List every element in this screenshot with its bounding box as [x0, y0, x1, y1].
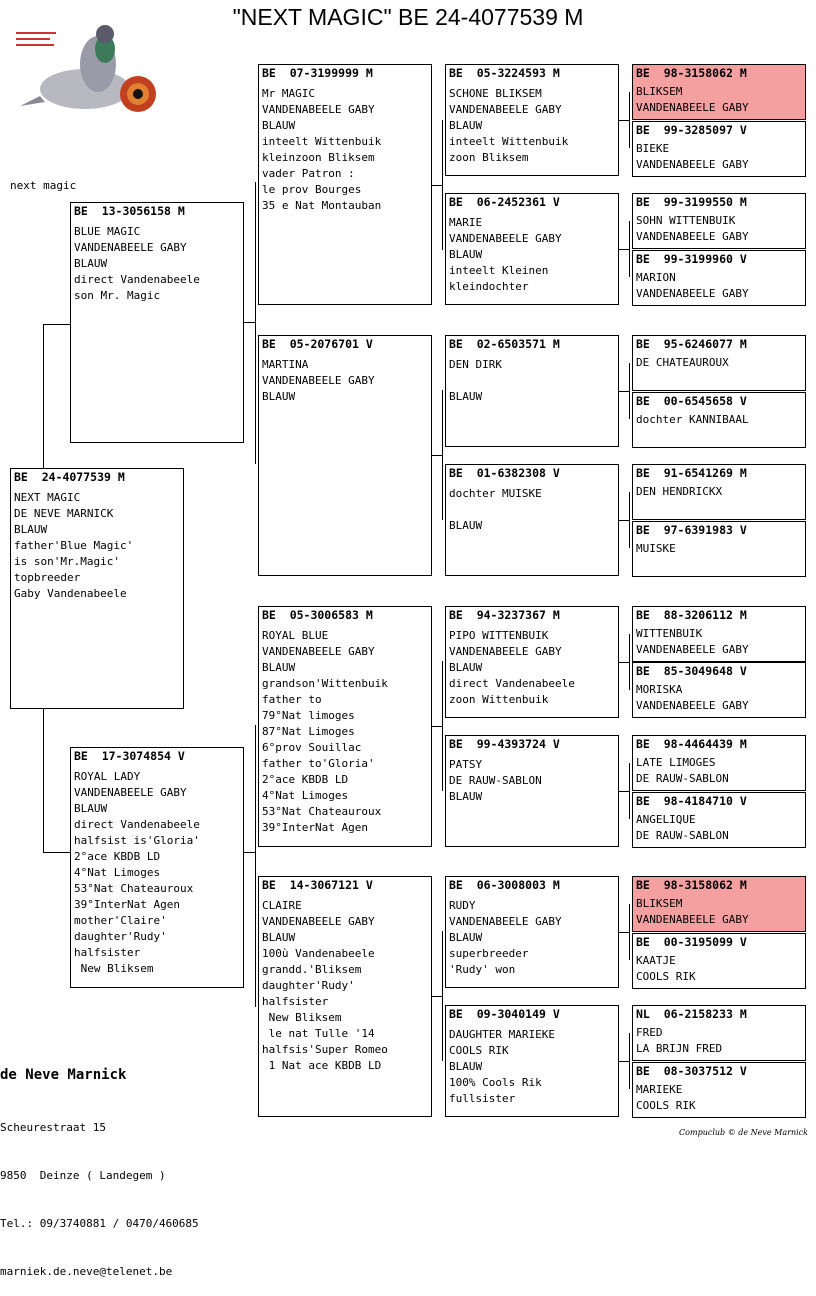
- pedigree-line: VANDENABEELE GABY: [262, 645, 375, 658]
- connector: [431, 726, 442, 727]
- pedigree-line: COOLS RIK: [636, 1099, 696, 1112]
- owner-street: Scheurestraat 15: [0, 1121, 106, 1134]
- pedigree-line: VANDENABEELE GABY: [636, 643, 749, 656]
- footer-credit: Compuclub © de Neve Marnick: [679, 1128, 808, 1137]
- ring-number: NL 06-2158233 M: [636, 1007, 747, 1021]
- connector: [442, 661, 443, 791]
- pedigree-line: FRED: [636, 1026, 663, 1039]
- ancestor-card: [632, 792, 806, 848]
- pedigree-line: halfsist is'Gloria': [74, 834, 200, 847]
- great-grandparent-card: [445, 464, 619, 576]
- pedigree-line: grandson'Wittenbuik: [262, 677, 388, 690]
- great-grandparent-card: [445, 64, 619, 176]
- ancestor-card: [632, 335, 806, 391]
- connector: [243, 322, 255, 323]
- pedigree-line: le prov Bourges: [262, 183, 362, 196]
- pedigree-line: inteelt Wittenbuik: [262, 135, 382, 148]
- connector: [629, 221, 630, 277]
- pedigree-line: Gaby Vandenabeele: [14, 587, 127, 600]
- pedigree-line: VANDENABEELE GABY: [449, 915, 562, 928]
- pedigree-line: mother'Claire': [74, 914, 167, 927]
- ancestor-card-highlighted: [632, 876, 806, 932]
- pedigree-line: VANDENABEELE GABY: [636, 287, 749, 300]
- pedigree-line: BLAUW: [262, 661, 296, 674]
- ring-number: BE 08-3037512 V: [636, 1064, 747, 1078]
- pedigree-line: MARTINA: [262, 358, 309, 371]
- ring-number: BE 98-3158062 M: [636, 66, 747, 80]
- ancestor-card: [632, 662, 806, 718]
- pedigree-line: direct Vandenabeele: [449, 677, 575, 690]
- ancestor-card-highlighted: [632, 64, 806, 120]
- pedigree-line: 53°Nat Chateauroux: [74, 882, 194, 895]
- pedigree-line: VANDENABEELE GABY: [262, 103, 375, 116]
- connector: [629, 92, 630, 148]
- great-grandparent-card: [445, 335, 619, 447]
- ring-number: BE 99-4393724 V: [449, 737, 560, 751]
- pedigree-line: SOHN WITTENBUIK: [636, 214, 736, 227]
- pedigree-line: BLAUW: [262, 931, 296, 944]
- pedigree-line: BLAUW: [262, 119, 296, 132]
- pedigree-line: kleindochter: [449, 280, 529, 293]
- owner-email: marniek.de.neve@telenet.be: [0, 1265, 173, 1278]
- connector: [431, 185, 442, 186]
- pedigree-line: VANDENABEELE GABY: [636, 699, 749, 712]
- pedigree-line: son Mr. Magic: [74, 289, 161, 302]
- pedigree-line: [449, 502, 615, 518]
- ring-number: BE 00-6545658 V: [636, 394, 747, 408]
- grandparent-card: [258, 876, 432, 1117]
- ring-number: BE 88-3206112 M: [636, 608, 747, 622]
- pedigree-line: BLAUW: [449, 790, 483, 803]
- pedigree-line: 53°Nat Chateauroux: [262, 805, 382, 818]
- pedigree-line: BLAUW: [14, 523, 48, 536]
- ring-number: BE 99-3285097 V: [636, 123, 747, 137]
- ancestor-card: [632, 250, 806, 306]
- connector: [618, 1061, 629, 1062]
- pedigree-line: [449, 373, 615, 389]
- grandparent-card: [258, 335, 432, 576]
- pedigree-line: zoon Bliksem: [449, 151, 529, 164]
- pedigree-line: BLAUW: [262, 390, 296, 403]
- pedigree-line: VANDENABEELE GABY: [636, 158, 749, 171]
- ancestor-card: [632, 464, 806, 520]
- pedigree-line: 1 Nat ace KBDB LD: [262, 1059, 382, 1072]
- pigeon-eye-logo: [10, 14, 160, 129]
- pedigree-line: 4°Nat Limoges: [262, 789, 349, 802]
- pedigree-line: VANDENABEELE GABY: [74, 241, 187, 254]
- ring-number: BE 05-2076701 V: [262, 337, 373, 351]
- pedigree-line: DE RAUW-SABLON: [636, 829, 729, 842]
- pedigree-line: dochter MUISKE: [449, 487, 542, 500]
- connector: [442, 390, 443, 520]
- pedigree-line: le nat Tulle '14: [262, 1027, 375, 1040]
- connector: [43, 852, 70, 853]
- grandparent-card: [258, 64, 432, 305]
- connector: [618, 932, 629, 933]
- pedigree-line: kleinzoon Bliksem: [262, 151, 375, 164]
- connector: [442, 120, 443, 250]
- ring-number: BE 01-6382308 V: [449, 466, 560, 480]
- ring-number: BE 07-3199999 M: [262, 66, 373, 80]
- connector: [43, 708, 44, 853]
- pedigree-line: VANDENABEELE GABY: [636, 101, 749, 114]
- pedigree-line: 2°ace KBDB LD: [262, 773, 349, 786]
- pedigree-line: DE RAUW-SABLON: [449, 774, 542, 787]
- pedigree-line: VANDENABEELE GABY: [449, 232, 562, 245]
- pedigree-line: COOLS RIK: [449, 1044, 509, 1057]
- pedigree-line: RUDY: [449, 899, 476, 912]
- pedigree-line: inteelt Wittenbuik: [449, 135, 569, 148]
- pedigree-line: is son'Mr.Magic': [14, 555, 120, 568]
- pedigree-line: MUISKE: [636, 542, 676, 555]
- ring-number: BE 02-6503571 M: [449, 337, 560, 351]
- connector: [629, 492, 630, 548]
- pedigree-line: COOLS RIK: [636, 970, 696, 983]
- pedigree-line: BLAUW: [449, 390, 483, 403]
- pedigree-line: VANDENABEELE GABY: [262, 915, 375, 928]
- pedigree-line: father to: [262, 693, 322, 706]
- pedigree-line: direct Vandenabeele: [74, 273, 200, 286]
- pedigree-line: halfsister: [262, 995, 329, 1008]
- connector: [629, 763, 630, 819]
- ring-number: BE 14-3067121 V: [262, 878, 373, 892]
- dam-card: [70, 747, 244, 988]
- ring-number: BE 85-3049648 V: [636, 664, 747, 678]
- pedigree-line: BLAUW: [449, 519, 483, 532]
- connector: [618, 520, 629, 521]
- connector: [629, 904, 630, 960]
- owner-phone: Tel.: 09/3740881 / 0470/460685: [0, 1217, 199, 1230]
- connector: [43, 324, 44, 469]
- connector: [243, 852, 255, 853]
- sire-card: [70, 202, 244, 443]
- pedigree-line: BLAUW: [449, 1060, 483, 1073]
- ring-number: BE 99-3199550 M: [636, 195, 747, 209]
- connector: [629, 634, 630, 690]
- pedigree-line: LA BRIJN FRED: [636, 1042, 723, 1055]
- pedigree-line: MORISKA: [636, 683, 683, 696]
- pedigree-line: BLAUW: [449, 931, 483, 944]
- ancestor-card: [632, 735, 806, 791]
- grandparent-card: [258, 606, 432, 847]
- pedigree-line: superbreeder: [449, 947, 529, 960]
- pedigree-line: daughter'Rudy': [262, 979, 355, 992]
- pedigree-line: VANDENABEELE GABY: [636, 230, 749, 243]
- pedigree-line: 39°InterNat Agen: [74, 898, 180, 911]
- pedigree-line: DE NEVE MARNICK: [14, 507, 114, 520]
- pedigree-line: inteelt Kleinen: [449, 264, 549, 277]
- subject-card: [10, 468, 184, 709]
- pedigree-line: daughter'Rudy': [74, 930, 167, 943]
- pedigree-line: New Bliksem: [262, 1011, 342, 1024]
- pedigree-line: ROYAL BLUE: [262, 629, 329, 642]
- pedigree-line: 35 e Nat Montauban: [262, 199, 382, 212]
- pedigree-line: 100ù Vandenabeele: [262, 947, 375, 960]
- pedigree-line: SCHONE BLIKSEM: [449, 87, 542, 100]
- pedigree-line: VANDENABEELE GABY: [74, 786, 187, 799]
- connector: [255, 725, 256, 1007]
- connector: [618, 391, 629, 392]
- ring-number: BE 05-3224593 M: [449, 66, 560, 80]
- pedigree-line: halfsis'Super Romeo: [262, 1043, 388, 1056]
- pedigree-line: vader Patron :: [262, 167, 355, 180]
- pedigree-line: DE RAUW-SABLON: [636, 772, 729, 785]
- ancestor-card: [632, 1062, 806, 1118]
- pedigree-line: KAATJE: [636, 954, 676, 967]
- pedigree-line: BLAUW: [74, 802, 108, 815]
- pedigree-line: grandd.'Bliksem: [262, 963, 362, 976]
- pedigree-line: MARION: [636, 271, 676, 284]
- ring-number: BE 06-2452361 V: [449, 195, 560, 209]
- pedigree-line: ANGELIQUE: [636, 813, 696, 826]
- ring-number: BE 97-6391983 V: [636, 523, 747, 537]
- pedigree-line: DAUGHTER MARIEKE: [449, 1028, 555, 1041]
- pedigree-line: 6°prov Souillac: [262, 741, 362, 754]
- pedigree-line: VANDENABEELE GABY: [262, 374, 375, 387]
- connector: [618, 662, 629, 663]
- ring-number: BE 17-3074854 V: [74, 749, 185, 763]
- owner-name: de Neve Marnick: [0, 1067, 127, 1083]
- ancestor-card: [632, 933, 806, 989]
- pedigree-line: New Bliksem: [74, 962, 154, 975]
- connector: [43, 324, 70, 325]
- pedigree-line: 100% Cools Rik: [449, 1076, 542, 1089]
- ancestor-card: [632, 521, 806, 577]
- ancestor-card: [632, 121, 806, 177]
- great-grandparent-card: [445, 193, 619, 305]
- pedigree-line: BLIKSEM: [636, 897, 683, 910]
- pedigree-line: zoon Wittenbuik: [449, 693, 549, 706]
- ring-number: BE 95-6246077 M: [636, 337, 747, 351]
- pedigree-line: MARIE: [449, 216, 483, 229]
- pedigree-line: fullsister: [449, 1092, 516, 1105]
- pedigree-line: BLAUW: [449, 119, 483, 132]
- pedigree-line: 87°Nat Limoges: [262, 725, 355, 738]
- ring-number: BE 94-3237367 M: [449, 608, 560, 622]
- owner-city: 9850 Deinze ( Landegem ): [0, 1169, 166, 1182]
- pedigree-line: PIPO WITTENBUIK: [449, 629, 549, 642]
- pedigree-line: DEN DIRK: [449, 358, 502, 371]
- ring-number: BE 98-3158062 M: [636, 878, 747, 892]
- pedigree-line: BLAUW: [449, 661, 483, 674]
- ancestor-card: [632, 193, 806, 249]
- pedigree-line: Mr MAGIC: [262, 87, 315, 100]
- ring-number: BE 98-4184710 V: [636, 794, 747, 808]
- ring-number: BE 13-3056158 M: [74, 204, 185, 218]
- pedigree-line: topbreeder: [14, 571, 81, 584]
- page-title: "NEXT MAGIC" BE 24-4077539 M: [232, 4, 584, 30]
- pedigree-line: BIEKE: [636, 142, 670, 155]
- ring-number: BE 91-6541269 M: [636, 466, 747, 480]
- ring-number: BE 09-3040149 V: [449, 1007, 560, 1021]
- ancestor-card: [632, 606, 806, 662]
- pedigree-line: VANDENABEELE GABY: [449, 645, 562, 658]
- connector: [431, 996, 442, 997]
- connector: [618, 120, 629, 121]
- ancestor-card: [632, 1005, 806, 1061]
- pedigree-line: father to'Gloria': [262, 757, 375, 770]
- pedigree-line: BLAUW: [449, 248, 483, 261]
- great-grandparent-card: [445, 1005, 619, 1117]
- pedigree-line: LATE LIMOGES: [636, 756, 716, 769]
- pedigree-line: halfsister: [74, 946, 141, 959]
- pedigree-line: BLAUW: [74, 257, 108, 270]
- connector: [431, 455, 442, 456]
- pedigree-line: BLIKSEM: [636, 85, 683, 98]
- ring-number: BE 99-3199960 V: [636, 252, 747, 266]
- ring-number: BE 24-4077539 M: [14, 470, 125, 484]
- pedigree-line: 'Rudy' won: [449, 963, 516, 976]
- pedigree-line: NEXT MAGIC: [14, 491, 81, 504]
- pedigree-line: CLAIRE: [262, 899, 302, 912]
- great-grandparent-card: [445, 735, 619, 847]
- pedigree-line: MARIEKE: [636, 1083, 683, 1096]
- great-grandparent-card: [445, 876, 619, 988]
- connector: [618, 249, 629, 250]
- ring-number: BE 05-3006583 M: [262, 608, 373, 622]
- connector: [618, 791, 629, 792]
- top-label: next magic: [10, 179, 77, 192]
- connector: [629, 1033, 630, 1089]
- ring-number: BE 00-3195099 V: [636, 935, 747, 949]
- pedigree-line: VANDENABEELE GABY: [636, 913, 749, 926]
- connector: [442, 931, 443, 1061]
- pedigree-line: PATSY: [449, 758, 483, 771]
- pedigree-line: VANDENABEELE GABY: [449, 103, 562, 116]
- pedigree-line: 2°ace KBDB LD: [74, 850, 161, 863]
- pedigree-line: DE CHATEAUROUX: [636, 356, 729, 369]
- pedigree-line: dochter KANNIBAAL: [636, 413, 749, 426]
- connector: [255, 182, 256, 464]
- pedigree-line: direct Vandenabeele: [74, 818, 200, 831]
- pedigree-line: BLUE MAGIC: [74, 225, 141, 238]
- ring-number: BE 98-4464439 M: [636, 737, 747, 751]
- ancestor-card: [632, 392, 806, 448]
- pedigree-line: 39°InterNat Agen: [262, 821, 368, 834]
- pedigree-line: 79°Nat limoges: [262, 709, 355, 722]
- pedigree-line: DEN HENDRICKX: [636, 485, 723, 498]
- connector: [629, 363, 630, 419]
- pedigree-line: WITTENBUIK: [636, 627, 703, 640]
- pedigree-line: father'Blue Magic': [14, 539, 134, 552]
- great-grandparent-card: [445, 606, 619, 718]
- pedigree-line: ROYAL LADY: [74, 770, 141, 783]
- owner-info: [0, 1034, 199, 1296]
- pedigree-line: 4°Nat Limoges: [74, 866, 161, 879]
- ring-number: BE 06-3008003 M: [449, 878, 560, 892]
